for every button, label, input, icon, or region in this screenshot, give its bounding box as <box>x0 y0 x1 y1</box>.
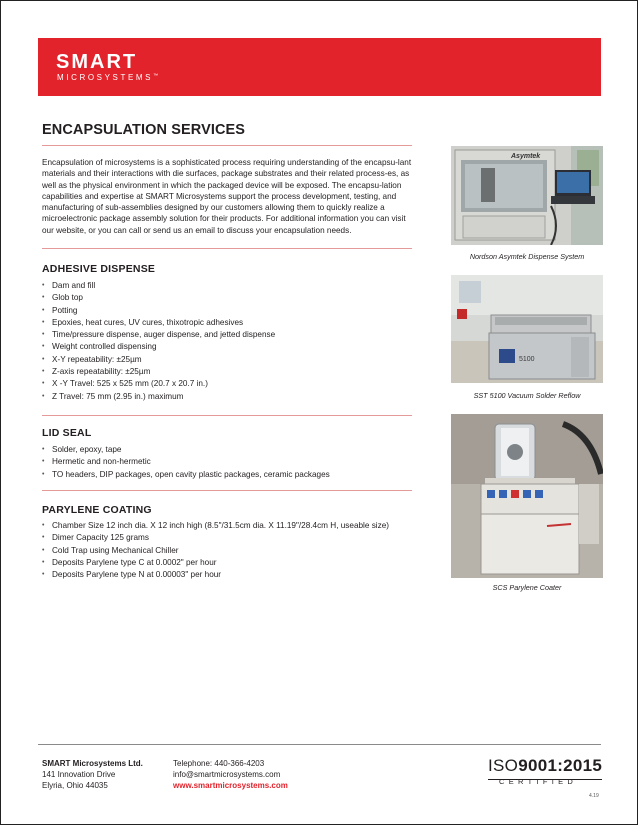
lid-seal-list <box>42 444 330 481</box>
list-item-text: X -Y Travel: 525 x 525 mm (20.7 x 20.7 in.) <box>52 379 208 389</box>
list-item <box>42 444 330 456</box>
bullet-icon: • <box>42 446 45 453</box>
footer-website-link[interactable]: www.smartmicrosystems.com <box>173 781 288 790</box>
bullet-icon: • <box>42 318 45 326</box>
list-item <box>42 520 389 532</box>
bullet-icon: • <box>42 294 45 302</box>
section-heading-parylene-coating: PARYLENE COATING <box>42 504 152 516</box>
bullet-icon: • <box>42 458 45 466</box>
list-item <box>42 456 330 468</box>
list-item-text: Dimer Capacity 125 grams <box>52 533 149 543</box>
list-item-text: TO headers, DIP packages, open cavity plastic packages, ceramic packages <box>52 469 330 479</box>
list-item-text: Potting <box>52 305 78 315</box>
brand-banner <box>38 38 601 96</box>
list-item <box>42 557 389 569</box>
list-item <box>42 391 275 403</box>
bullet-icon: • <box>42 470 45 478</box>
bullet-icon: • <box>42 282 45 289</box>
list-item <box>42 569 389 581</box>
footer-divider <box>38 744 601 745</box>
asymtek-dispense-photo <box>451 146 603 245</box>
asymtek-brand-label: Asymtek <box>511 153 541 160</box>
parylene-coater-photo <box>451 414 603 578</box>
list-item <box>42 545 389 557</box>
list-item-text: Weight controlled dispensing <box>52 342 157 352</box>
section-heading-adhesive-dispense: ADHESIVE DISPENSE <box>42 263 156 275</box>
adhesive-dispense-list <box>42 280 275 403</box>
bullet-icon: • <box>42 558 45 566</box>
list-item <box>42 532 389 544</box>
bullet-icon: • <box>42 343 45 351</box>
footer-address-line2: Elyria, Ohio 44035 <box>42 781 108 790</box>
footer-phone: Telephone: 440-366-4203 <box>173 759 265 768</box>
list-item-text: Dam and fill <box>52 281 96 290</box>
bullet-icon: • <box>42 392 45 400</box>
divider <box>42 415 412 416</box>
bullet-icon: • <box>42 534 45 542</box>
section-heading-lid-seal: LID SEAL <box>42 427 92 439</box>
list-item <box>42 366 275 378</box>
photo-caption: Nordson Asymtek Dispense System <box>469 252 585 261</box>
bullet-icon: • <box>42 368 45 376</box>
bullet-icon: • <box>42 522 45 529</box>
divider <box>42 248 412 249</box>
list-item-text: Time/pressure dispense, auger dispense, and jetted dispense <box>52 330 276 340</box>
footer-company: SMART Microsystems Ltd. <box>42 759 143 768</box>
footer-email[interactable]: info@smartmicrosystems.com <box>173 770 281 779</box>
list-item <box>42 354 275 366</box>
list-item <box>42 341 275 353</box>
company-logo-subtitle: MICROSYSTEMS™ <box>57 73 159 82</box>
list-item-text: Chamber Size 12 inch dia. X 12 inch high (8.5"/31.5cm dia. X 11.19"/28.4cm H, useable size) <box>52 521 389 530</box>
bullet-icon: • <box>42 571 45 579</box>
list-item-text: Z-axis repeatability: ±25µm <box>52 367 151 377</box>
reflow-model-label: 5100 <box>519 356 535 363</box>
list-item-text: Deposits Parylene type N at 0.00003" per hour <box>52 570 222 580</box>
list-item-text: Deposits Parylene type C at 0.0002" per hour <box>52 557 217 567</box>
bullet-icon: • <box>42 331 45 339</box>
list-item-text: Hermetic and non-hermetic <box>52 457 151 467</box>
list-item <box>42 292 275 304</box>
list-item <box>42 469 330 481</box>
footer-address <box>42 758 143 791</box>
list-item <box>42 329 275 341</box>
sst-reflow-photo <box>451 275 603 383</box>
parylene-coating-list <box>42 520 389 581</box>
list-item <box>42 305 275 317</box>
bullet-icon: • <box>42 355 45 363</box>
list-item-text: X-Y repeatability: ±25µm <box>52 354 142 364</box>
photo-caption: SCS Parylene Coater <box>492 583 562 592</box>
list-item-text: Epoxies, heat cures, UV cures, thixotropic adhesives <box>52 317 244 327</box>
list-item-text: Z Travel: 75 mm (2.95 in.) maximum <box>52 391 184 401</box>
list-item <box>42 280 275 292</box>
photo-caption: SST 5100 Vacuum Solder Reflow <box>473 391 581 400</box>
list-item-text: Cold Trap using Mechanical Chiller <box>52 545 179 555</box>
divider <box>42 145 412 146</box>
intro-paragraph: Encapsulation of microsystems is a sophisticated process requiring understanding of the encapsu-lant materials and their interactions with die surfaces, package substrates and their related process-es, as well as the physical environment in which the packaged device will be exposed. The encapsu-lation capabilities and expertise at SMART Microsystems support the process development, testing, and manufacturing of sub-assemblies designed by our customers allowing them to quickly realize a microelectronic package assembly solution for their products. For additional information you can visit our website, or you can call or send us an email to discuss your encapsulation needs. <box>42 158 412 235</box>
footer-address-line1: 141 Innovation Drive <box>42 770 116 779</box>
divider <box>42 490 412 491</box>
iso-certified-label: CERTIFIED <box>499 777 578 786</box>
company-logo: SMART <box>56 51 138 73</box>
page-title: ENCAPSULATION SERVICES <box>42 122 246 138</box>
bullet-icon: • <box>42 546 45 554</box>
list-item-text: Solder, epoxy, tape <box>52 445 122 454</box>
footer-contact <box>173 758 288 791</box>
list-item <box>42 317 275 329</box>
list-item-text: Glob top <box>52 293 83 303</box>
list-item <box>42 378 275 390</box>
bullet-icon: • <box>42 380 45 388</box>
bullet-icon: • <box>42 306 45 314</box>
revision-number: 4.19 <box>589 793 599 799</box>
iso-certification-mark: ISO9001:2015 <box>488 756 603 775</box>
